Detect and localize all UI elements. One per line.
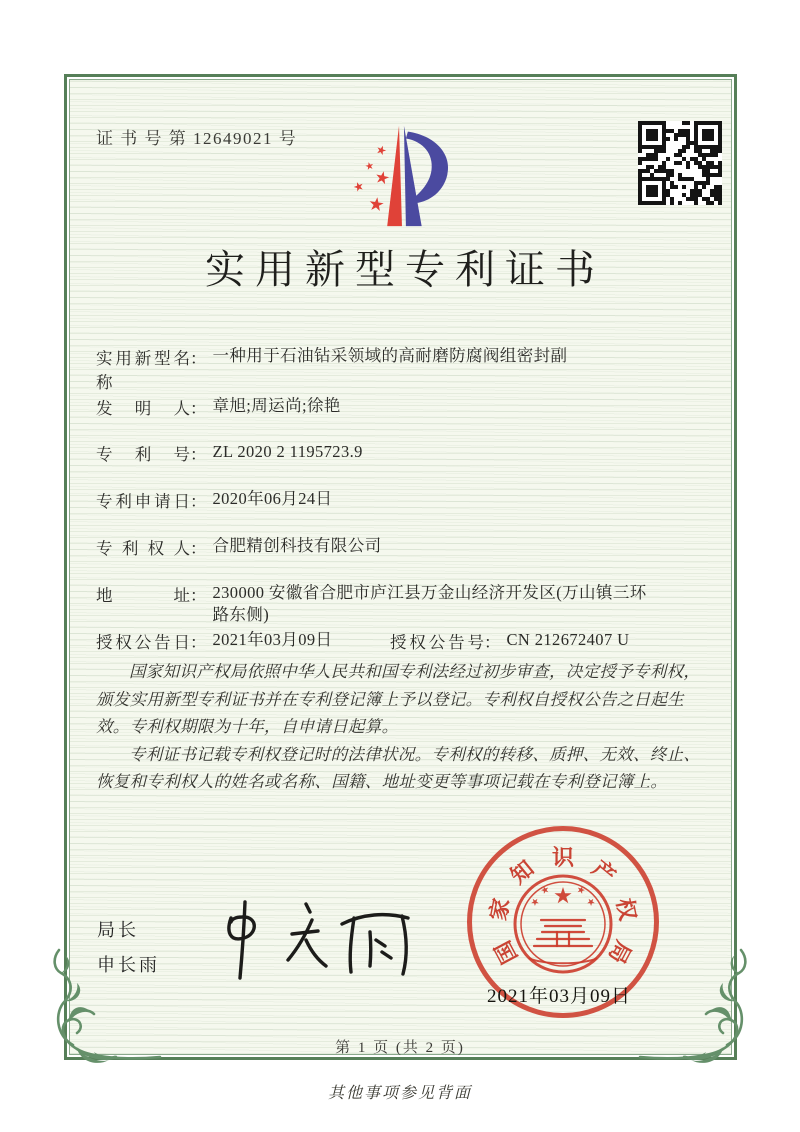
field-colon: ： [484, 633, 501, 652]
field-label: 地址 [96, 586, 190, 605]
seal-character: 产 [587, 855, 621, 889]
seal-character: 知 [505, 855, 539, 889]
field-value: 合肥精创科技有限公司 [212, 536, 382, 555]
grant-number-value: CN 212672407 U [506, 630, 630, 649]
field-label: 专利申请日 [96, 492, 190, 511]
field-row-grant [96, 629, 712, 653]
field-colon: ： [190, 399, 207, 418]
commissioner-title: 局长 [97, 920, 139, 940]
field-row-patent-number [96, 441, 363, 465]
field-colon: ： [190, 586, 207, 605]
field-row-inventor [96, 395, 341, 419]
field-label: 专利权人 [96, 539, 190, 558]
field-row-address [96, 582, 649, 626]
seal-character: 权 [611, 896, 641, 923]
grant-date-value: 2021年03月09日 [212, 630, 333, 649]
back-side-note: 其他事项参见背面 [327, 1085, 472, 1102]
seal-character: 家 [485, 896, 515, 923]
field-value: 章旭;周运尚;徐艳 [212, 396, 341, 415]
field-row-patentee [96, 535, 382, 559]
field-label: 授权公告号 [390, 633, 484, 652]
certificate-title: 实用新型专利证书 [205, 247, 605, 292]
seal-date: 2021年03月09日 [487, 986, 632, 1007]
cnipa-logo-icon [336, 110, 464, 238]
commissioner-signature [218, 888, 418, 990]
legal-paragraph: 专利证书记载专利权登记时的法律状况。专利权的转移、质押、无效、终止、恢复和专利权人的姓名或名称、国籍、地址变更等事项记载在专利登记簿上。 [96, 744, 701, 791]
qr-code [638, 121, 722, 205]
field-value: ZL 2020 2 1195723.9 [212, 442, 363, 461]
legal-paragraph: 国家知识产权局依照中华人民共和国专利法经过初步审查，决定授予专利权，颁发实用新型专利证书并在专利登记簿上予以登记。专利权自授权公告之日起生效。专利权期限为十年，自申请日起算。 [96, 662, 701, 736]
field-value: 230000 安徽省合肥市庐江县万金山经济开发区(万山镇三环路东侧) [212, 583, 647, 624]
field-label: 专利号 [96, 445, 190, 464]
legal-text-section [96, 658, 706, 796]
corner-flourish-icon [636, 944, 754, 1072]
seal-character: 局 [603, 936, 637, 968]
field-colon: ： [190, 539, 207, 558]
certificate-number: 证 书 号 第 12649021 号 [96, 129, 298, 148]
field-colon: ： [190, 349, 207, 368]
field-value: 2020年06月24日 [212, 489, 333, 508]
corner-flourish-icon [46, 944, 164, 1072]
field-row-name [96, 345, 567, 393]
seal-character: 国 [489, 936, 523, 968]
commissioner-name: 申长雨 [97, 955, 160, 975]
seal-character: 识 [551, 845, 574, 870]
field-label: 授权公告日 [96, 633, 190, 652]
field-colon: ： [190, 445, 207, 464]
field-colon: ： [190, 633, 207, 652]
field-row-filing-date [96, 488, 332, 512]
field-colon: ： [190, 492, 207, 511]
field-value: 一种用于石油钻采领域的高耐磨防腐阀组密封副 [212, 346, 568, 365]
page-number: 第 1 页 (共 2 页) [335, 1040, 465, 1056]
national-emblem-icon [511, 872, 615, 976]
grant-number-pair [390, 629, 629, 653]
field-label: 实用新型名称 [96, 349, 190, 392]
field-label: 发明人 [96, 399, 190, 418]
